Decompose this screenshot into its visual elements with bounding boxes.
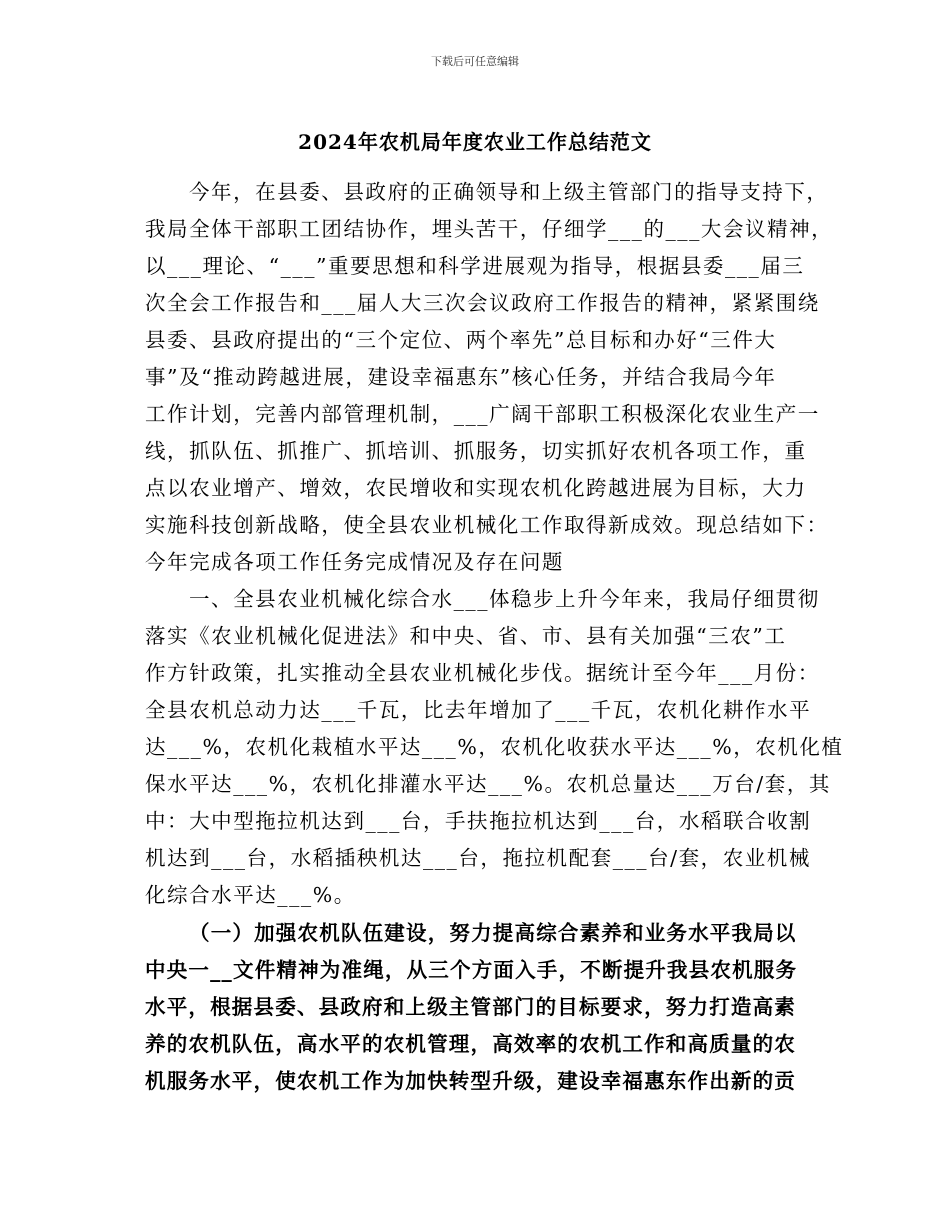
bold-body-line: 机服务水平，使农机工作为加快转型升级，建设幸福惠东作出新的贡: [145, 1069, 796, 1093]
body-line: 机达到___台，水稻插秧机达___台，拖拉机配套___台/套，农业机械: [145, 846, 811, 870]
body-line: 以___理论、“___”重要思想和科学进展观为指导，根据县委___届三: [145, 254, 805, 278]
page-header-note: 下载后可任意编辑: [431, 55, 519, 68]
body-line: 保水平达___%，农机化排灌水平达___%。农机总量达___万台/套，其: [145, 772, 831, 796]
body-line: 中：大中型拖拉机达到___台，手扶拖拉机达到___台，水稻联合收割: [145, 809, 812, 833]
body-line: 全县农机总动力达___千瓦，比去年增加了___千瓦，农机化耕作水平: [145, 698, 812, 722]
bold-body-line: 养的农机队伍，高水平的农机管理，高效率的农机工作和高质量的农: [145, 1032, 796, 1056]
bold-body-line: （一）加强农机队伍建设，努力提高综合素养和业务水平我局以: [189, 921, 797, 945]
body-line: 化综合水平达___%。: [145, 883, 356, 907]
body-line: 一、全县农业机械化综合水___体稳步上升今年来，我局仔细贯彻: [189, 587, 820, 611]
body-line: 今年完成各项工作任务完成情况及存在问题: [145, 550, 564, 574]
body-line: 作方针政策，扎实推动全县农业机械化步伐。据统计至今年___月份：: [145, 661, 820, 685]
body-line: 达___%，农机化栽植水平达___%，农机化收获水平达___%，农机化植: [145, 735, 844, 759]
body-line: 事”及“推动跨越进展，建设幸福惠东”核心任务，并结合我局今年: [145, 365, 777, 389]
bold-body-line: 中央一__文件精神为准绳，从三个方面入手，不断提升我县农机服务: [145, 958, 798, 982]
body-line: 今年，在县委、县政府的正确领导和上级主管部门的指导支持下，: [189, 180, 829, 204]
body-line: 落实《农业机械化促进法》和中央、省、市、县有关加强“三农”工: [145, 624, 787, 648]
body-line: 工作计划，完善内部管理机制，___广阔干部职工积极深化农业生产一: [145, 402, 820, 426]
bold-body-line: 水平，根据县委、县政府和上级主管部门的目标要求，努力打造高素: [145, 995, 796, 1019]
body-line: 县委、县政府提出的“三个定位、两个率先”总目标和办好“三件大: [145, 328, 777, 352]
document-title: 2024年农机局年度农业工作总结范文: [298, 130, 652, 154]
body-line: 实施科技创新战略，使全县农业机械化工作取得新成效。现总结如下：: [145, 513, 829, 537]
body-line: 线，抓队伍、抓推广、抓培训、抓服务，切实抓好农机各项工作，重: [145, 439, 807, 463]
body-line: 我局全体干部职工团结协作，埋头苦干，仔细学___的___大会议精神，: [145, 217, 834, 241]
body-line: 点以农业增产、增效，农民增收和实现农机化跨越进展为目标，大力: [145, 476, 807, 500]
body-line: 次全会工作报告和___届人大三次会议政府工作报告的精神，紧紧围绕: [145, 291, 820, 315]
